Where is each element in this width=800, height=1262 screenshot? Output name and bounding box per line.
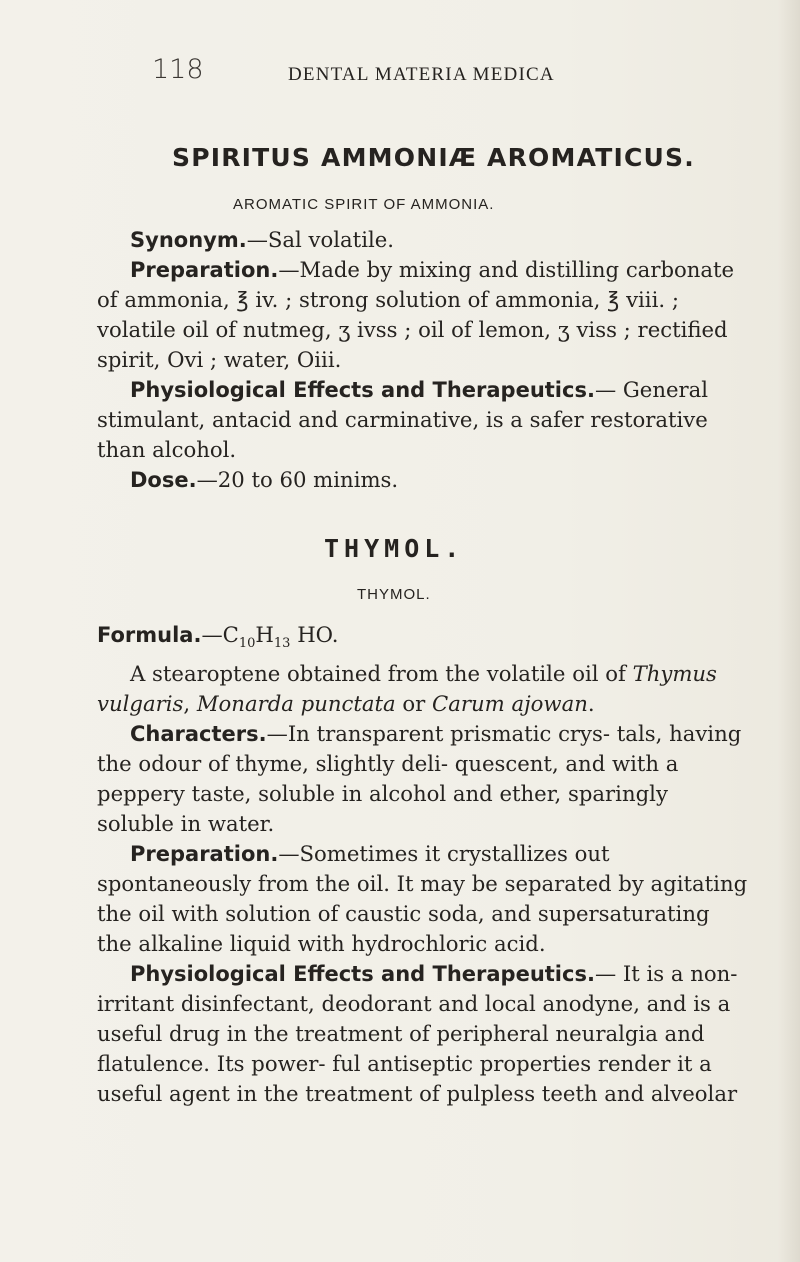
dose-text: —20 to 60 minims. xyxy=(196,467,399,492)
dose-paragraph xyxy=(97,465,750,495)
synonym-label: Synonym. xyxy=(130,228,247,252)
characters-paragraph xyxy=(97,719,750,839)
formula-sub-carbon: 10 xyxy=(238,636,256,652)
formula-paragraph xyxy=(97,620,750,659)
formula-suffix: HO. xyxy=(297,622,339,647)
synonym-paragraph xyxy=(97,225,750,255)
characters-text: —In transparent prismatic crys- tals, having the odour of thyme, slightly deli- quescent, and with a peppery taste, soluble in alcohol and ether, sparingly soluble in water. xyxy=(97,721,742,837)
preparation-text: —Made by mixing and distilling carbonate of ammonia, ℥ iv. ; strong solution of ammonia, ℥ viii. ; volatile oil of nutmeg, ʒ ivss ; oil of lemon, ʒ viss ; rectified spirit, Ovi ; water, Oiii. xyxy=(97,257,735,372)
effects-paragraph xyxy=(97,375,750,465)
page-edge-shadow xyxy=(778,0,800,1262)
section-subtitle-thymol: THYMOL. xyxy=(357,586,431,603)
synonym-text: —Sal volatile. xyxy=(246,227,395,252)
description-separator: , xyxy=(183,691,197,717)
spiritus-body xyxy=(97,225,750,495)
thymol-effects-paragraph xyxy=(97,959,750,1109)
description-end: . xyxy=(587,691,595,717)
section-title-spiritus: SPIRITUS AMMONIÆ AROMATICUS. xyxy=(172,143,695,172)
effects-text: — General stimulant, antacid and carminative, is a safer restorative than alcohol. xyxy=(97,377,709,462)
preparation-label: Preparation. xyxy=(130,258,279,282)
description-start: A stearoptene obtained from the volatile oil of xyxy=(130,661,633,687)
description-separator: or xyxy=(395,691,433,717)
formula-sub-hydrogen: 13 xyxy=(273,636,291,652)
section-subtitle-aromatic-spirit: AROMATIC SPIRIT OF AMMONIA. xyxy=(233,196,495,213)
dose-label: Dose. xyxy=(130,468,197,492)
preparation-paragraph xyxy=(97,255,750,375)
thymol-effects-text: — It is a non-irritant disinfectant, deodorant and local anodyne, and is a useful drug in the treatment of peripheral neuralgia and flatulence. Its power- ful antiseptic properties render it a useful agent in the treatment of pulpless teeth and alveolar xyxy=(97,961,738,1107)
formula-label: Formula. xyxy=(97,623,202,647)
thymol-preparation-paragraph xyxy=(97,839,750,959)
running-head: DENTAL MATERIA MEDICA xyxy=(288,64,555,85)
thymol-effects-label: Physiological Effects and Therapeutics. xyxy=(130,962,595,987)
section-title-thymol: THYMOL. xyxy=(324,534,465,563)
formula-mid: H xyxy=(255,622,274,647)
species-carum: Carum ajowan xyxy=(432,691,588,717)
description-paragraph xyxy=(97,659,750,719)
page-header xyxy=(152,54,752,94)
page-number: 118 xyxy=(152,54,204,85)
thymol-body xyxy=(97,620,750,1109)
effects-label: Physiological Effects and Therapeutics. xyxy=(130,378,595,402)
thymol-preparation-text: —Sometimes it crystallizes out spontaneously from the oil. It may be separated by agitating the oil with solution of caustic soda, and supersaturating the alkaline liquid with hydrochloric acid. xyxy=(97,841,748,957)
thymol-preparation-label: Preparation. xyxy=(130,842,279,867)
species-monarda: Monarda punctata xyxy=(196,691,396,717)
characters-label: Characters. xyxy=(130,722,267,747)
formula-prefix: —C xyxy=(201,622,239,647)
species-thymus: Thymus vulgaris xyxy=(97,661,717,717)
